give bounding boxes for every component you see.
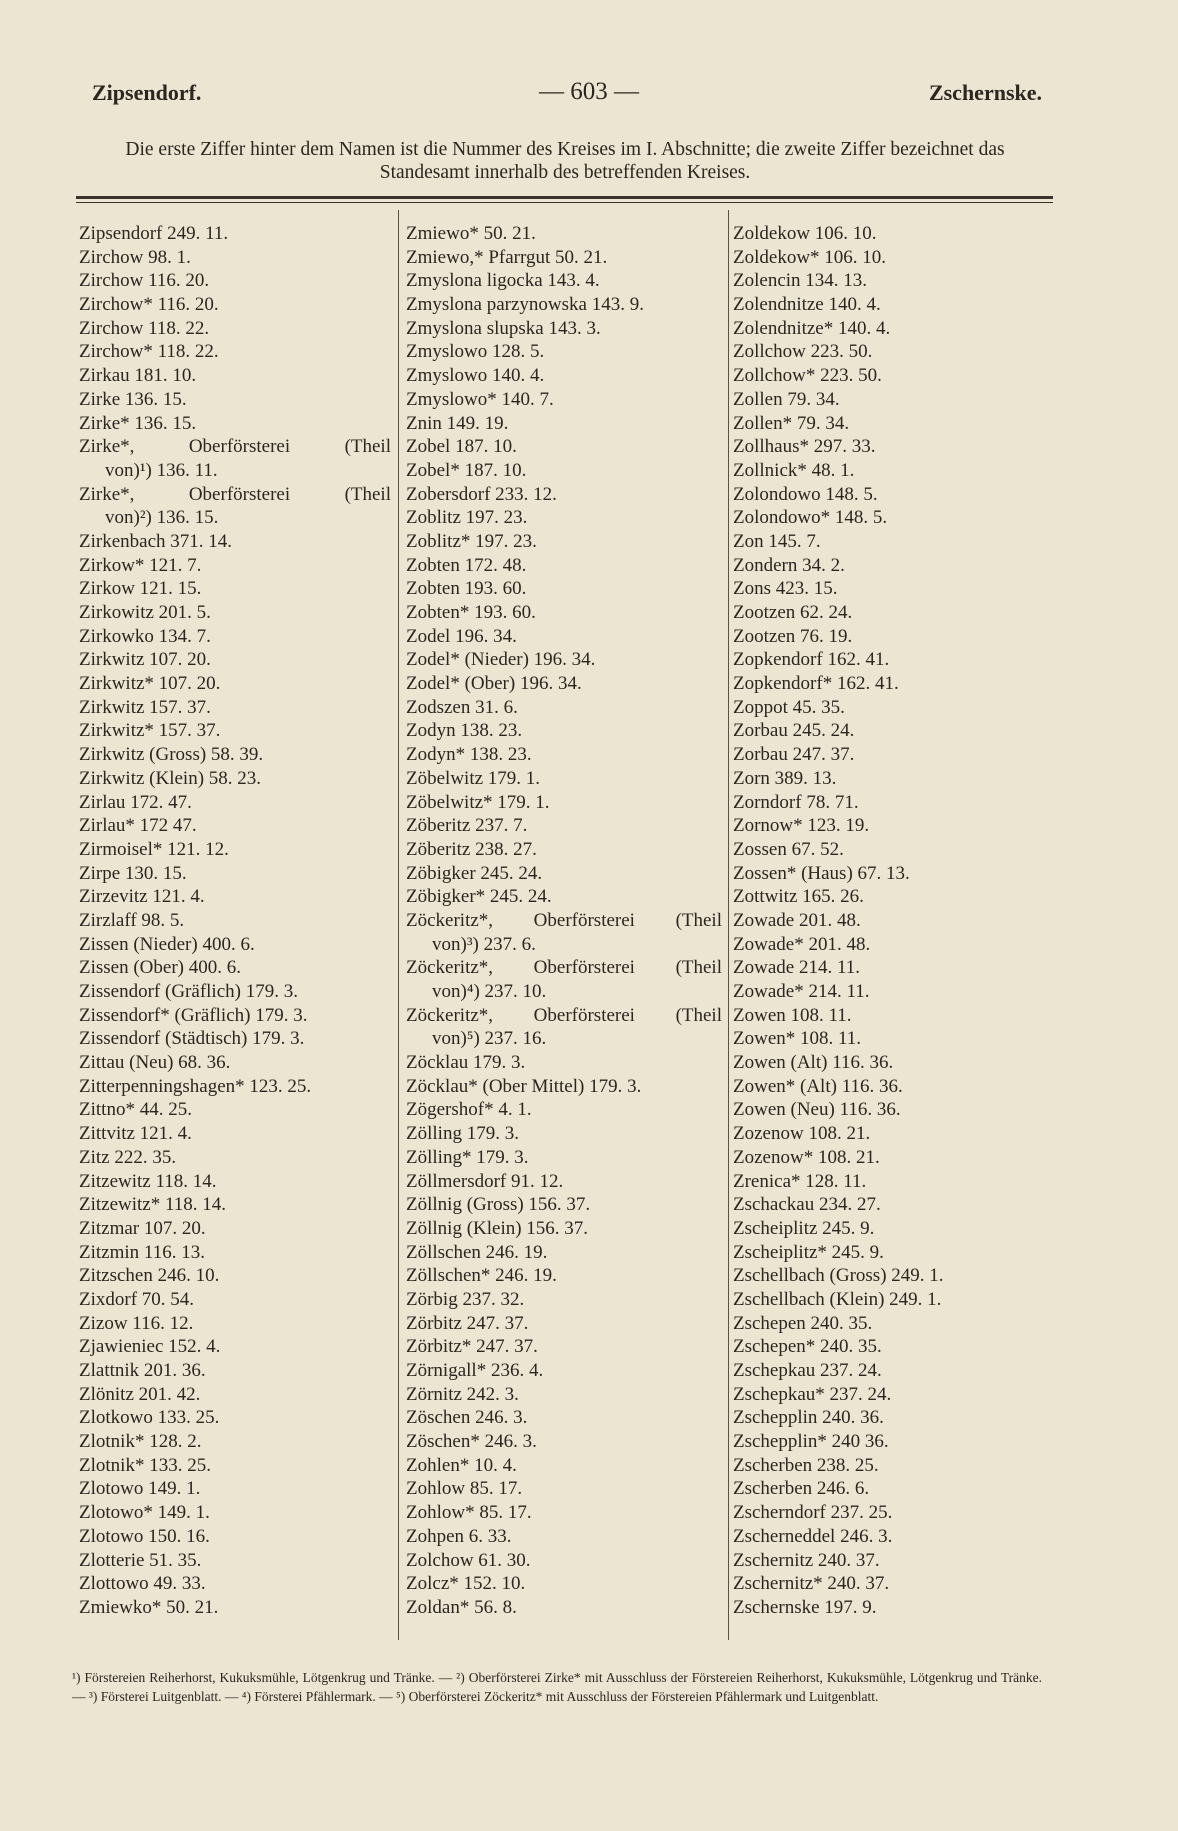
index-entry: Zornow* 123. 19. bbox=[733, 815, 870, 837]
index-entry: Zscherneddel 246. 3. bbox=[733, 1525, 893, 1547]
index-entry: Zlotterie 51. 35. bbox=[79, 1549, 202, 1571]
index-entry: Zöllschen* 246. 19. bbox=[406, 1265, 557, 1287]
index-entry: Zondern 34. 2. bbox=[733, 554, 845, 576]
index-entry: Zschepplin* 240 36. bbox=[733, 1431, 889, 1453]
index-entry: Zohlow 85. 17. bbox=[406, 1478, 523, 1500]
index-entry: Zögershof* 4. 1. bbox=[406, 1099, 532, 1121]
index-entry: Zschernske 197. 9. bbox=[733, 1596, 877, 1618]
index-entry: Zöckeritz*, Oberförsterei (Theil bbox=[406, 909, 722, 931]
index-entry: Zirzlaff 98. 5. bbox=[79, 909, 185, 931]
index-entry: Zmyslona slupska 143. 3. bbox=[406, 317, 601, 339]
index-entry: Zobel 187. 10. bbox=[406, 436, 517, 458]
index-column-3 bbox=[733, 222, 1053, 1620]
index-entry: Zittau (Neu) 68. 36. bbox=[79, 1052, 231, 1074]
index-entry: Zoblitz 197. 23. bbox=[406, 507, 528, 529]
index-entry: Zirchow* 118. 22. bbox=[79, 341, 219, 363]
index-entry: Zitzewitz* 118. 14. bbox=[79, 1194, 227, 1216]
index-entry: Zobten 172. 48. bbox=[406, 554, 527, 576]
index-entry: Zmyslowo 140. 4. bbox=[406, 365, 545, 387]
index-entry: Zolcz* 152. 10. bbox=[406, 1573, 526, 1595]
index-entry: Zollchow 223. 50. bbox=[733, 341, 873, 363]
index-entry: Zowade 201. 48. bbox=[733, 909, 861, 931]
index-entry: Zlotowo* 149. 1. bbox=[79, 1502, 210, 1524]
index-entry: Zörnitz 242. 3. bbox=[406, 1383, 519, 1405]
index-entry: Zirkow* 121. 7. bbox=[79, 554, 202, 576]
index-entry: Zottwitz 165. 26. bbox=[733, 886, 864, 908]
index-entry: von)³) 237. 6. bbox=[432, 933, 536, 955]
index-entry: Zlotnik* 128. 2. bbox=[79, 1431, 202, 1453]
index-entry: Zlotowo 149. 1. bbox=[79, 1478, 201, 1500]
index-entry: Zolondowo* 148. 5. bbox=[733, 507, 888, 529]
index-entry: Zowen* 108. 11. bbox=[733, 1028, 862, 1050]
index-entry: Zöbigker* 245. 24. bbox=[406, 886, 552, 908]
index-entry: Zschernitz 240. 37. bbox=[733, 1549, 880, 1571]
index-entry: Zjawieniec 152. 4. bbox=[79, 1336, 221, 1358]
index-entry: Zirmoisel* 121. 12. bbox=[79, 838, 229, 860]
index-entry: Zobel* 187. 10. bbox=[406, 459, 527, 481]
index-entry: Zissendorf* (Gräflich) 179. 3. bbox=[79, 1004, 308, 1026]
index-entry: Zolchow 61. 30. bbox=[406, 1549, 531, 1571]
index-entry: Zirkenbach 371. 14. bbox=[79, 530, 233, 552]
index-entry: Zscherben 238. 25. bbox=[733, 1454, 879, 1476]
index-entry: Zscherndorf 237. 25. bbox=[733, 1502, 893, 1524]
index-entry: Zissen (Nieder) 400. 6. bbox=[79, 933, 255, 955]
header-rule-thin bbox=[76, 202, 1053, 203]
index-entry: Zolendnitze* 140. 4. bbox=[733, 317, 891, 339]
index-entry: Zoppot 45. 35. bbox=[733, 696, 845, 718]
index-entry: Zöschen 246. 3. bbox=[406, 1407, 528, 1429]
index-entry: Zollhaus* 297. 33. bbox=[733, 436, 876, 458]
index-entry: von)⁵) 237. 16. bbox=[432, 1028, 547, 1050]
index-entry: Zöckeritz*, Oberförsterei (Theil bbox=[406, 957, 722, 979]
index-entry: Zschepkau* 237. 24. bbox=[733, 1383, 892, 1405]
footnotes: ¹) Förstereien Reiherhorst, Kukuksmühle, Lötgenkrug und Tränke. — ²) Oberförsterei Zirke* mit Ausschluss der Förstereien Reiherhorst, Kukuksmühle, Lötgenkrug und Tränke. — ³) Försterei Luitgenblatt. — ⁴) Försterei Pfählermark. — ⁵) Oberförsterei Zöckeritz* mit Ausschluss der Förstereien Pfählermark und Luitgenblatt. bbox=[72, 1670, 1042, 1704]
index-entry: Zorbau 245. 24. bbox=[733, 720, 855, 742]
index-entry: Zittvitz 121. 4. bbox=[79, 1123, 192, 1145]
index-entry: Zolendnitze 140. 4. bbox=[733, 294, 881, 316]
index-entry: Zissendorf (Gräflich) 179. 3. bbox=[79, 981, 298, 1002]
index-entry: Zscherben 246. 6. bbox=[733, 1478, 870, 1500]
index-entry: Zirchow* 116. 20. bbox=[79, 294, 219, 316]
index-entry: Zörbitz* 247. 37. bbox=[406, 1336, 538, 1358]
index-entry: Zopkendorf 162. 41. bbox=[733, 649, 890, 671]
index-entry: Zöbelwitz 179. 1. bbox=[406, 767, 541, 789]
index-entry: Zon 145. 7. bbox=[733, 530, 821, 552]
index-entry: Zowen 108. 11. bbox=[733, 1004, 852, 1026]
index-entry: Zollchow* 223. 50. bbox=[733, 365, 882, 387]
index-entry: Zowen (Alt) 116. 36. bbox=[733, 1052, 894, 1074]
index-entry: Zittno* 44. 25. bbox=[79, 1099, 192, 1121]
index-entry: Zirkow 121. 15. bbox=[79, 578, 202, 600]
index-entry: Zirlau 172. 47. bbox=[79, 791, 192, 813]
column-divider-2 bbox=[728, 210, 729, 1640]
index-entry: Zons 423. 15. bbox=[733, 578, 838, 600]
index-entry: Zmiewo* 50. 21. bbox=[406, 223, 536, 244]
index-entry: Zirzevitz 121. 4. bbox=[79, 886, 205, 908]
index-entry: Zollen 79. 34. bbox=[733, 388, 840, 410]
index-entry: Zlattnik 201. 36. bbox=[79, 1360, 206, 1381]
index-entry: Zitterpenningshagen* 123. 25. bbox=[79, 1075, 312, 1097]
index-entry: Zöllschen 246. 19. bbox=[406, 1241, 548, 1263]
index-entry: Zöberitz 237. 7. bbox=[406, 815, 528, 837]
index-entry: Zossen 67. 52. bbox=[733, 838, 844, 860]
index-entry: Zossen* (Haus) 67. 13. bbox=[733, 862, 910, 884]
index-entry: Zoldekow 106. 10. bbox=[733, 223, 877, 244]
index-entry: Zlottowo 49. 33. bbox=[79, 1573, 206, 1595]
index-entry: Zöckeritz*, Oberförsterei (Theil bbox=[406, 1004, 722, 1026]
index-entry: Zolondowo 148. 5. bbox=[733, 483, 878, 505]
index-entry: Zollnick* 48. 1. bbox=[733, 459, 855, 481]
index-entry: Zirke 136. 15. bbox=[79, 388, 187, 410]
index-entry: Zlönitz 201. 42. bbox=[79, 1383, 201, 1405]
index-entry: Zirchow 98. 1. bbox=[79, 246, 191, 268]
index-entry: Zodyn* 138. 23. bbox=[406, 744, 532, 766]
index-entry: Znin 149. 19. bbox=[406, 412, 509, 434]
index-entry: Zmiewo,* Pfarrgut 50. 21. bbox=[406, 246, 608, 268]
index-entry: Zmyslona ligocka 143. 4. bbox=[406, 270, 600, 292]
index-entry: Zöllnig (Gross) 156. 37. bbox=[406, 1194, 591, 1216]
index-entry: Zirke*, Oberförsterei (Theil bbox=[79, 436, 391, 458]
index-entry: Zowen (Neu) 116. 36. bbox=[733, 1099, 901, 1121]
index-entry: Zölling 179. 3. bbox=[406, 1123, 519, 1145]
index-entry: Zschellbach (Gross) 249. 1. bbox=[733, 1265, 944, 1287]
index-entry: Zobersdorf 233. 12. bbox=[406, 483, 557, 505]
index-entry: Zirlau* 172 47. bbox=[79, 815, 197, 837]
index-entry: Zschackau 234. 27. bbox=[733, 1194, 881, 1216]
index-entry: Zirchow 118. 22. bbox=[79, 317, 210, 339]
index-entry: Zirkau 181. 10. bbox=[79, 365, 197, 387]
index-entry: Zodel* (Ober) 196. 34. bbox=[406, 673, 582, 695]
index-entry: Zmyslowo 128. 5. bbox=[406, 341, 545, 363]
index-entry: Zitzewitz 118. 14. bbox=[79, 1170, 217, 1192]
running-head-right: Zschernske. bbox=[928, 80, 1042, 105]
index-entry: Zootzen 76. 19. bbox=[733, 625, 853, 647]
index-entry: Zobten* 193. 60. bbox=[406, 602, 536, 623]
index-entry: von)²) 136. 15. bbox=[105, 507, 219, 529]
index-entry: Zschepen* 240. 35. bbox=[733, 1336, 882, 1358]
index-entry: Zirkowitz 201. 5. bbox=[79, 602, 211, 623]
index-entry: Zowade* 214. 11. bbox=[733, 981, 870, 1002]
index-entry: Zöllnig (Klein) 156. 37. bbox=[406, 1217, 589, 1239]
index-entry: Zmyslona parzynowska 143. 9. bbox=[406, 294, 644, 316]
index-entry: Zodel 196. 34. bbox=[406, 625, 517, 647]
index-entry: Zitzmar 107. 20. bbox=[79, 1217, 206, 1239]
index-entry: Zorn 389. 13. bbox=[733, 767, 837, 789]
index-entry: Zorbau 247. 37. bbox=[733, 744, 855, 766]
index-entry: Zirke* 136. 15. bbox=[79, 412, 197, 434]
index-entry: Zodszen 31. 6. bbox=[406, 696, 518, 718]
index-entry: Zirkwitz* 107. 20. bbox=[79, 673, 221, 695]
index-entry: Zissen (Ober) 400. 6. bbox=[79, 957, 241, 979]
index-entry: Zohpen 6. 33. bbox=[406, 1525, 512, 1547]
intro-note: Die erste Ziffer hinter dem Namen ist die Nummer des Kreises im I. Abschnitte; die zweite Ziffer bezeichnet das Standesamt innerhalb des betreffenden Kreises. bbox=[125, 139, 1005, 183]
index-entry: Zlotkowo 133. 25. bbox=[79, 1407, 220, 1429]
index-entry: Zschernitz* 240. 37. bbox=[733, 1573, 890, 1595]
index-entry: Zoblitz* 197. 23. bbox=[406, 530, 537, 552]
index-entry: Zirkwitz (Klein) 58. 23. bbox=[79, 767, 262, 789]
index-entry: Zirkwitz* 157. 37. bbox=[79, 720, 221, 742]
index-entry: Zörbig 237. 32. bbox=[406, 1288, 525, 1310]
index-entry: Zoldekow* 106. 10. bbox=[733, 246, 887, 268]
index-entry: Zlotnik* 133. 25. bbox=[79, 1454, 211, 1476]
index-entry: Zöschen* 246. 3. bbox=[406, 1431, 537, 1453]
index-entry: von)⁴) 237. 10. bbox=[432, 981, 547, 1002]
index-entry: Zörnigall* 236. 4. bbox=[406, 1360, 544, 1381]
index-entry: Zizow 116. 12. bbox=[79, 1312, 194, 1334]
running-head-left: Zipsendorf. bbox=[92, 80, 202, 105]
index-entry: Zipsendorf 249. 11. bbox=[79, 223, 229, 244]
index-entry: Zrenica* 128. 11. bbox=[733, 1170, 867, 1192]
index-entry: Zitzschen 246. 10. bbox=[79, 1265, 220, 1287]
index-entry: Zowade 214. 11. bbox=[733, 957, 860, 979]
index-entry: Zixdorf 70. 54. bbox=[79, 1288, 195, 1310]
index-entry: Zöberitz 238. 27. bbox=[406, 838, 537, 860]
index-entry: Zodel* (Nieder) 196. 34. bbox=[406, 649, 596, 671]
index-entry: Zscheiplitz* 245. 9. bbox=[733, 1241, 884, 1263]
index-entry: Zöllmersdorf 91. 12. bbox=[406, 1170, 564, 1192]
page-number: — 603 — bbox=[539, 78, 639, 105]
index-entry: Zölling* 179. 3. bbox=[406, 1146, 529, 1168]
column-divider-1 bbox=[398, 210, 399, 1640]
index-entry: Zootzen 62. 24. bbox=[733, 602, 853, 623]
index-entry: Zöcklau 179. 3. bbox=[406, 1052, 526, 1074]
index-entry: Zöbelwitz* 179. 1. bbox=[406, 791, 550, 813]
header-rule-thick bbox=[76, 196, 1053, 199]
index-entry: Zschepen 240. 35. bbox=[733, 1312, 873, 1334]
index-entry: Zmyslowo* 140. 7. bbox=[406, 388, 554, 410]
index-entry: Zmiewko* 50. 21. bbox=[79, 1596, 219, 1618]
index-entry: Zirkwitz 107. 20. bbox=[79, 649, 211, 671]
index-entry: Zirpe 130. 15. bbox=[79, 862, 187, 884]
index-entry: Zoldan* 56. 8. bbox=[406, 1596, 517, 1618]
index-entry: Zitz 222. 35. bbox=[79, 1146, 177, 1168]
index-column-1 bbox=[79, 222, 391, 1620]
index-entry: Zirke*, Oberförsterei (Theil bbox=[79, 483, 391, 505]
index-entry: Zollen* 79. 34. bbox=[733, 412, 850, 434]
index-entry: Zozenow* 108. 21. bbox=[733, 1146, 880, 1168]
index-entry: Zlotowo 150. 16. bbox=[79, 1525, 210, 1547]
index-column-2 bbox=[406, 222, 722, 1620]
index-entry: Zohlow* 85. 17. bbox=[406, 1502, 532, 1524]
index-entry: Zschepplin 240. 36. bbox=[733, 1407, 884, 1429]
index-entry: Zissendorf (Städtisch) 179. 3. bbox=[79, 1028, 305, 1050]
index-entry: Zitzmin 116. 13. bbox=[79, 1241, 205, 1263]
index-entry: Zirkwitz 157. 37. bbox=[79, 696, 211, 718]
index-entry: Zohlen* 10. 4. bbox=[406, 1454, 517, 1476]
index-entry: Zschellbach (Klein) 249. 1. bbox=[733, 1288, 942, 1310]
index-entry: Zöcklau* (Ober Mittel) 179. 3. bbox=[406, 1075, 642, 1097]
index-entry: Zodyn 138. 23. bbox=[406, 720, 523, 742]
index-entry: Zorndorf 78. 71. bbox=[733, 791, 859, 813]
index-entry: Zscheiplitz 245. 9. bbox=[733, 1217, 875, 1239]
index-entry: Zschepkau 237. 24. bbox=[733, 1360, 882, 1381]
index-entry: Zirkowko 134. 7. bbox=[79, 625, 211, 647]
index-entry: Zowen* (Alt) 116. 36. bbox=[733, 1075, 903, 1097]
index-entry: Zozenow 108. 21. bbox=[733, 1123, 871, 1145]
index-entry: von)¹) 136. 11. bbox=[105, 459, 218, 481]
index-entry: Zöbigker 245. 24. bbox=[406, 862, 543, 884]
index-entry: Zobten 193. 60. bbox=[406, 578, 527, 600]
index-entry: Zörbitz 247. 37. bbox=[406, 1312, 529, 1334]
index-entry: Zolencin 134. 13. bbox=[733, 270, 868, 292]
index-entry: Zirchow 116. 20. bbox=[79, 270, 210, 292]
index-entry: Zopkendorf* 162. 41. bbox=[733, 673, 899, 695]
index-entry: Zirkwitz (Gross) 58. 39. bbox=[79, 744, 264, 766]
index-entry: Zowade* 201. 48. bbox=[733, 933, 871, 955]
